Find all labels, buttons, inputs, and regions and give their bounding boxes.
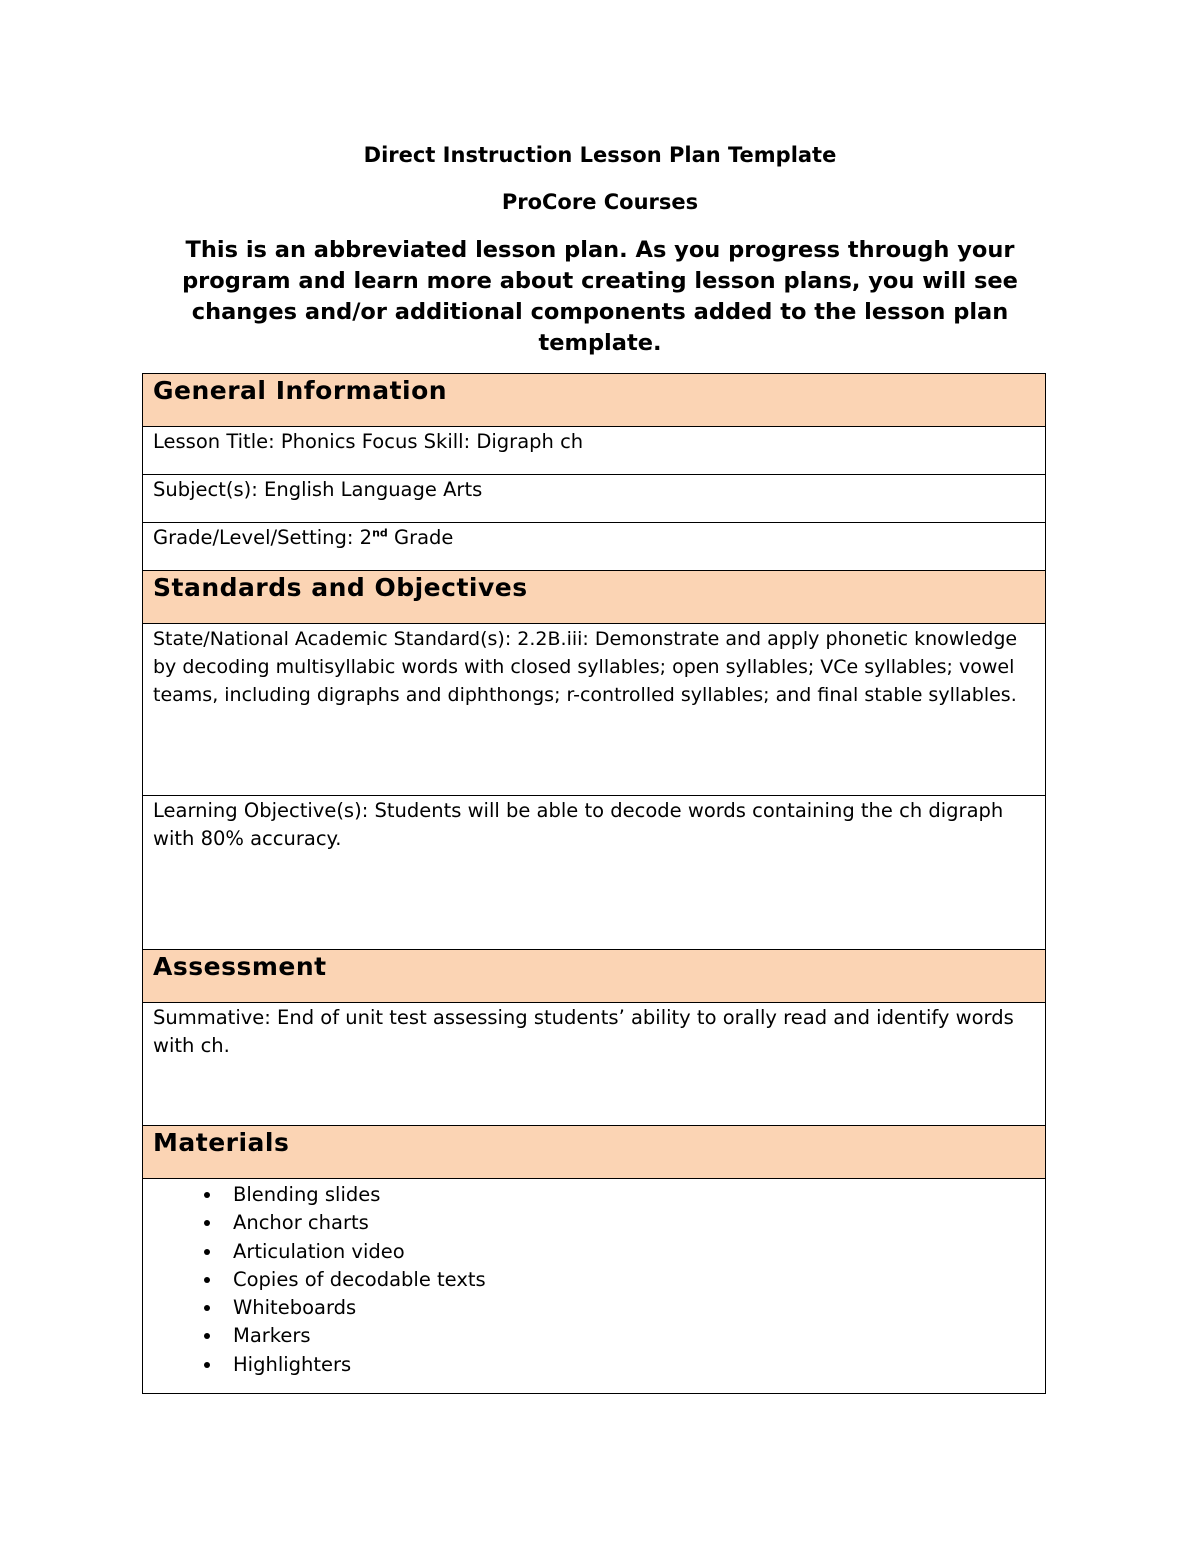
section-header-general: General Information — [143, 374, 1046, 427]
lesson-title-row: Lesson Title: Phonics Focus Skill: Digraph ch — [143, 427, 1046, 475]
list-item: • Anchor charts — [223, 1209, 1035, 1237]
section-header-assessment: Assessment — [143, 950, 1046, 1003]
subjects-row: Subject(s): English Language Arts — [143, 475, 1046, 523]
materials-row — [143, 1179, 1046, 1394]
list-item: • Blending slides — [223, 1181, 1035, 1209]
document-title: Direct Instruction Lesson Plan Template — [363, 143, 837, 167]
list-item: • Copies of decodable texts — [223, 1266, 1035, 1294]
section-header-materials: Materials — [143, 1126, 1046, 1179]
list-item: • Markers — [223, 1322, 1035, 1350]
list-item: • Whiteboards — [223, 1294, 1035, 1322]
grade-suffix: Grade — [387, 526, 454, 549]
standard-row: State/National Academic Standard(s): 2.2B.iii: Demonstrate and apply phonetic knowledge by decoding multisyllabic words with closed syllables; open syllables; VCe syllables; vowel teams, including digraphs and diphthongs; r-controlled syllables; and final stable syllables. — [143, 624, 1046, 796]
grade-sup: nd — [372, 526, 388, 540]
materials-list — [153, 1181, 1035, 1379]
lesson-plan-table — [142, 373, 1046, 1394]
section-header-standards: Standards and Objectives — [143, 571, 1046, 624]
summative-row: Summative: End of unit test assessing students’ ability to orally read and identify words with ch. — [143, 1003, 1046, 1126]
list-item: • Articulation video — [223, 1238, 1035, 1266]
list-item: • Highlighters — [223, 1351, 1035, 1379]
grade-row — [143, 523, 1046, 571]
grade-prefix: Grade/Level/Setting: 2 — [153, 526, 373, 549]
intro-paragraph: This is an abbreviated lesson plan. As you progress through your program and learn more about creating lesson plans, you will see changes and/or additional components added to the lesson plan template. — [182, 237, 1018, 356]
document-subtitle: ProCore Courses — [501, 190, 699, 214]
objective-row: Learning Objective(s): Students will be able to decode words containing the ch digraph with 80% accuracy. — [143, 796, 1046, 950]
